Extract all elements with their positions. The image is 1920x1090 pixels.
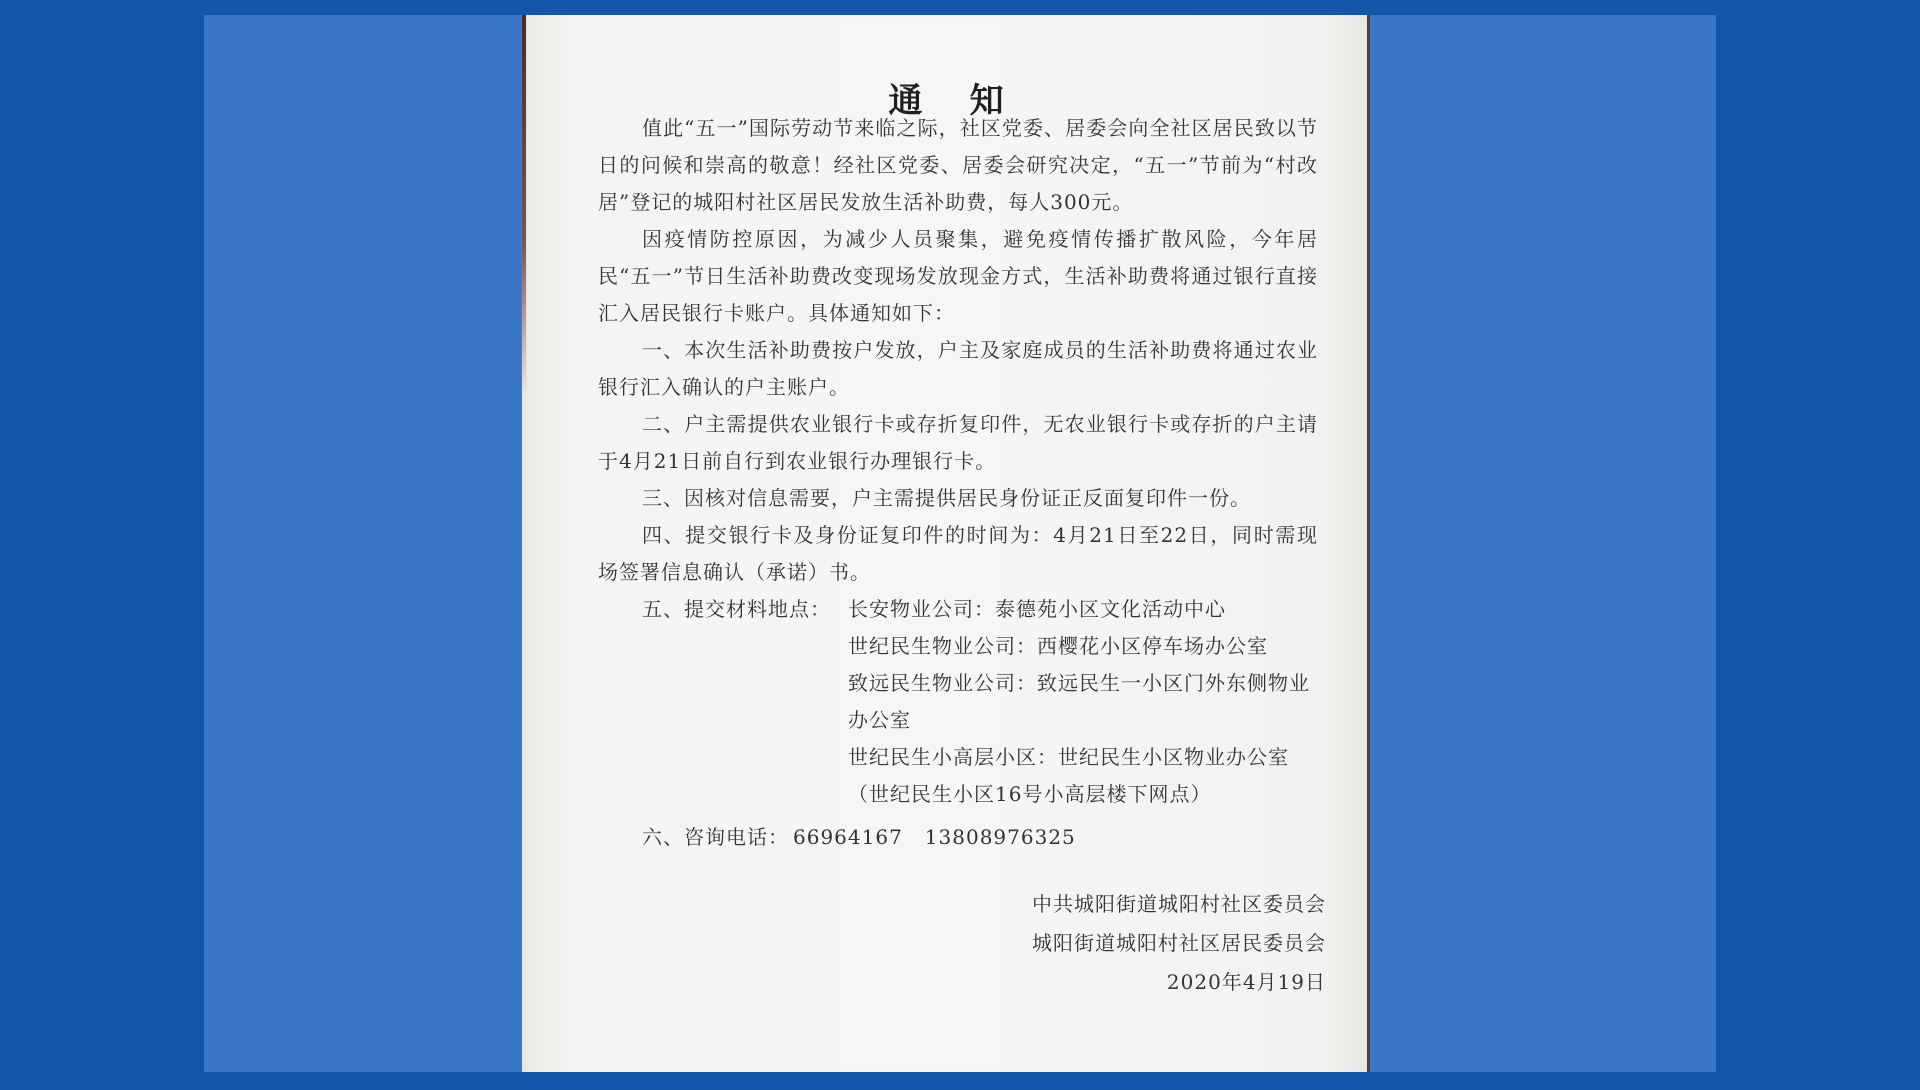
signature-date: 2020年4月19日 — [1166, 970, 1326, 994]
item-three: 三、因核对信息需要，户主需提供居民身份证正反面复印件一份。 — [642, 486, 1251, 510]
location-item: 世纪民生小高层小区：世纪民生小区物业办公室（世纪民生小区16号小高层楼下网点） — [848, 745, 1289, 806]
signature-line: 中共城阳街道城阳村社区委员会 — [1032, 892, 1326, 916]
item-four: 四、提交银行卡及身份证复印件的时间为：4月21日至22日，同时需现场签署信息确认（承诺）书。 — [598, 523, 1318, 584]
paragraph-intro: 值此“五一”国际劳动节来临之际，社区党委、居委会向全社区居民致以节日的问候和崇高的敬意！经社区党委、居委会研究决定，“五一”节前为“村改居”登记的城阳村社区居民发放生活补助费，每人300元。 — [598, 116, 1318, 214]
notice-title: 通 知 — [888, 81, 1004, 121]
paper-edge-shadow — [522, 15, 526, 395]
signature-line: 城阳街道城阳村社区居民委员会 — [1032, 931, 1326, 955]
paragraph-reason: 因疫情防控原因，为减少人员聚集，避免疫情传播扩散风险，今年居民“五一”节日生活补助费改变现场发放现金方式，生活补助费将通过银行直接汇入居民银行卡账户。具体通知如下： — [598, 227, 1318, 325]
location-item: 世纪民生物业公司：西樱花小区停车场办公室 — [848, 634, 1268, 658]
item-two: 二、户主需提供农业银行卡或存折复印件，无农业银行卡或存折的户主请于4月21日前自行到农业银行办理银行卡。 — [598, 412, 1318, 473]
location-item: 长安物业公司：泰德苑小区文化活动中心 — [848, 597, 1226, 621]
phone-number: 13808976325 — [924, 825, 1076, 849]
phone-number: 66964167 — [793, 825, 903, 849]
notice-body — [598, 110, 1318, 856]
item-six-lead: 六、咨询电话： — [642, 825, 789, 849]
item-one: 一、本次生活补助费按户发放，户主及家庭成员的生活补助费将通过农业银行汇入确认的户主账户。 — [598, 338, 1318, 399]
signature-block — [1000, 885, 1326, 1002]
item-five-lead: 五、提交材料地点： — [642, 597, 831, 621]
item-six-phone — [598, 819, 1318, 856]
location-item: 致远民生物业公司：致远民生一小区门外东侧物业办公室 — [848, 671, 1310, 732]
item-five-locations — [598, 591, 1318, 813]
